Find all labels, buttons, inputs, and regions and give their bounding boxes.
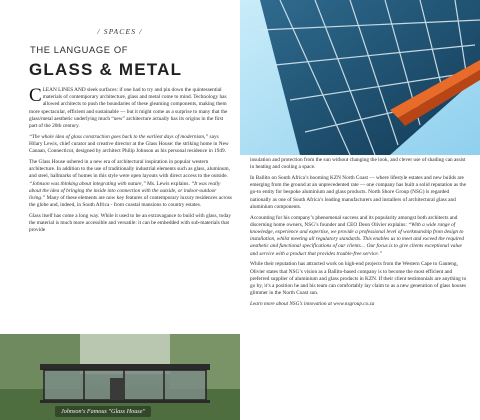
lewis-text: says Hilary Lewis, chief curator and creative director at the Glass House: the striking home in New Canaan, Connecticut, designed by architect Philip Johnson as his personal residence in 1949.	[29, 133, 229, 155]
sun-protection-paragraph: insulation and protection from the sun without changing the look, and clever use of shading can assist in heating and cooling a space.	[250, 157, 466, 171]
glass-evolution-paragraph: Glass itself has come a long way. While it used to be an extravagance to build with glass, today the material is much more accessible and versatile: it can be embedded with sub-materials that provide	[29, 213, 231, 234]
gh-text-a: The Glass House ushered in a new era of architectural inspiration in popular western architecture. In addition to the use of traditionally industrial elements such as glass, aluminum, and steel, hallmarks of homes in this style were open layouts with direct access to the outside.	[29, 159, 230, 180]
intro-paragraph	[29, 87, 232, 130]
gh-text-c: Many of these elements are now key features of contemporary luxury residences across the globe and, indeed, in South Africa - from coastal mansions to country estates.	[29, 195, 232, 209]
photo-caption: Johnson's Famous "Glass House"	[55, 406, 151, 417]
glass-house-paragraph	[29, 159, 232, 209]
lewis-quote: “The whole idea of glass construction goes back to the earliest days of modernism,”	[29, 133, 209, 140]
gh-text-b: Ms. Lewis explains.	[145, 180, 192, 187]
architecture-photo	[240, 0, 480, 155]
indoor-outdoor-quote: “It was really about the idea of bringing the inside into connection with the outside, or indoor-outdoor living.”	[29, 180, 221, 202]
kicker: THE LANGUAGE OF	[30, 44, 129, 55]
left-body	[29, 87, 232, 238]
right-column	[240, 0, 480, 420]
drop-cap: C	[29, 85, 42, 106]
olivier-quote: “With a wide range of knowledge, experience and expertise, we provide a professional level of workmanship from design to installation, whilst meeting all regulatory standards. This enables us to meet and exceed the required aesthetic and functional specifications of our clients… Our focus is to give clients exceptional value and service with a product that provides trouble-free service.”	[250, 221, 465, 257]
ceo-paragraph	[250, 215, 468, 258]
johnson-quote: “Johnson was thinking about integrating with nature,”	[29, 180, 146, 187]
nsg-website-link[interactable]: Learn more about NSG’s innovation at www.nsgroup.co.za	[250, 301, 375, 308]
headline: GLASS & METAL	[29, 60, 183, 79]
lewis-paragraph	[29, 134, 232, 156]
nsg-intro-paragraph: In Ballito on South Africa’s booming KZN North Coast — where lifestyle estates and new builds are emerging from the ground at an unprecedented rate — one company has built a solid reputation as the go-to entity for bespoke aluminium and glass products. North Shore Group (NSG) is regarded nationally as one of South Africa’s leading manufacturers and installers of architectural glass and aluminium components.	[250, 175, 466, 210]
glass-facade-illustration	[240, 0, 480, 155]
vision-paragraph: While their reputation has attracted work on high-end projects from the Western Cape to Gauteng, Olivier states that NSG’s vision as a Ballito-based company is to become the most efficient and preferred supplier of aluminium and glass products in KZN. If their client testimonials are anything to go by, it’s a position he and his team can comfortably lay claim to as a new generation of glass houses glimmer in the North Coast sun.	[250, 261, 467, 297]
ceo-text: Accounting for his company’s phenomenal success and its popularity amongst both architects and discerning home owners, NSG’s founder and CEO Deon Olivier explains:	[250, 214, 458, 228]
right-body	[250, 157, 468, 312]
intro-text: LEAN LINES AND sleek surfaces: if one had to try and pin down the quintessential materials of contemporary architecture, glass and metal come to mind. Technology has allowed architects to push the boundaries of these gleaming components, making them more spectacular, efficient and sustainable — but it might come as a surprise to many that the glass/metal aesthetic underlying much “new” architecture actually has its origins in the first part of the 20th century.	[29, 87, 228, 130]
section-tag: / SPACES /	[97, 27, 143, 36]
glass-house-photo	[0, 334, 240, 420]
